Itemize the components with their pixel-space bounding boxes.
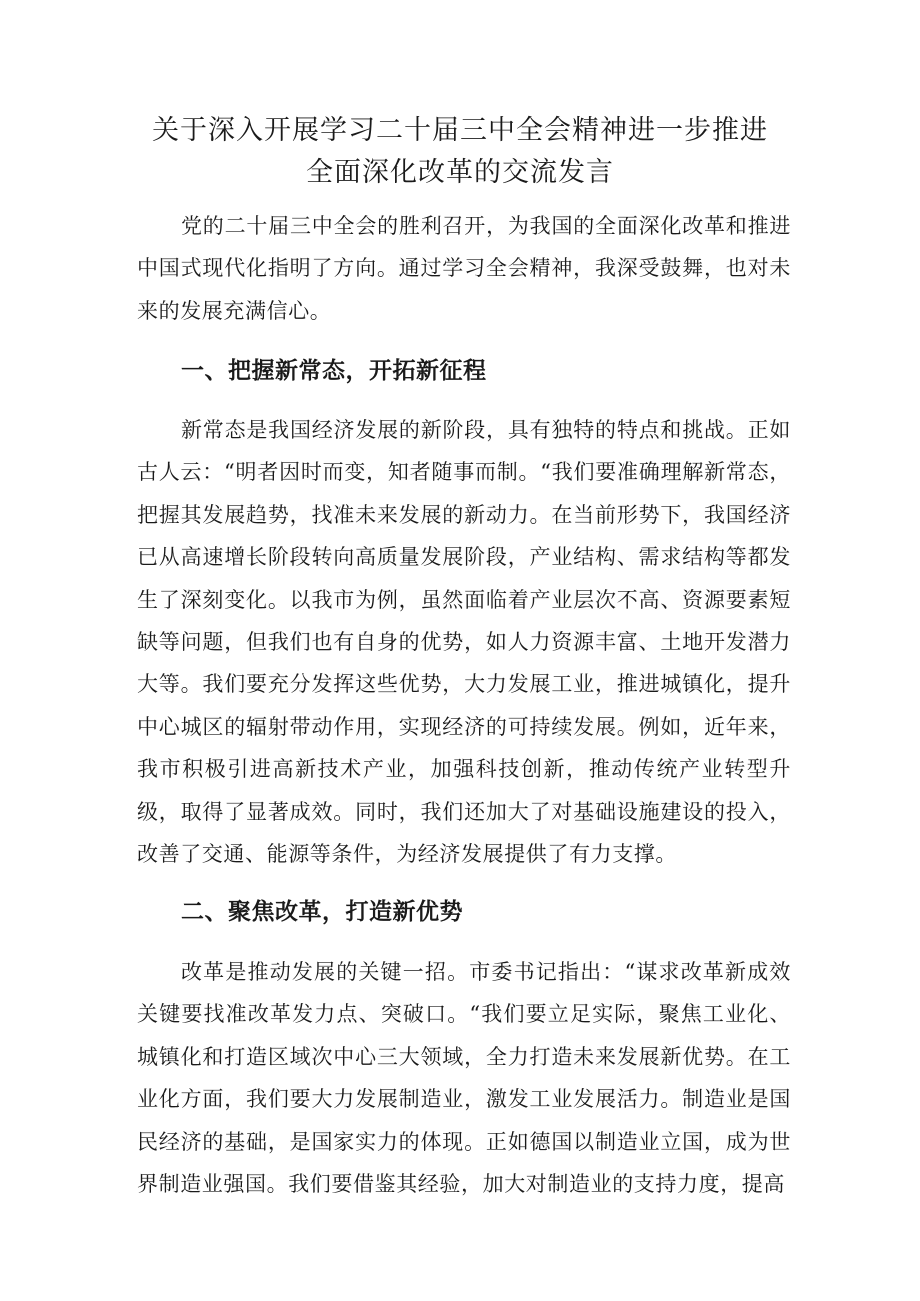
- section1-paragraph: 新常态是我国经济发展的新阶段，具有独特的特点和挑战。正如古人云：“明者因时而变，知者随事而制。“我们要准确理解新常态，把握其发展趋势，找准未来发展的新动力。在当前形势下，我国经济已从高速增长阶段转向高质量发展阶段，产业结构、需求结构等都发生了深刻变化。以我市为例，虽然面临着产业层次不高、资源要素短缺等问题，但我们也有自身的优势，如人力资源丰富、土地开发潜力大等。我们要充分发挥这些优势，大力发展工业，推进城镇化，提升中心城区的辐射带动作用，实现经济的可持续发展。例如，近年来，我市积极引进高新技术产业，加强科技创新，推动传统产业转型升级，取得了显著成效。同时，我们还加大了对基础设施建设的投入，改善了交通、能源等条件，为经济发展提供了有力支撑。: [137, 418, 791, 867]
- intro-paragraph: 党的二十届三中全会的胜利召开，为我国的全面深化改革和推进中国式现代化指明了方向。通过学习全会精神，我深受鼓舞，也对未来的发展充满信心。: [137, 214, 791, 323]
- document-title-line1: 关于深入开展学习二十届三中全会精神进一步推进: [152, 115, 768, 146]
- section2-paragraph: 改革是推动发展的关键一招。市委书记指出：“谋求改革新成效关键要找准改革发力点、突破口。“我们要立足实际，聚焦工业化、城镇化和打造区域次中心三大领域，全力打造未来发展新优势。在工业化方面，我们要大力发展制造业，激发工业发展活力。制造业是国民经济的基础，是国家实力的体现。正如德国以制造业立国，成为世界制造业强国。我们要借鉴其经验，加大对制造业的支持力度，提高: [137, 960, 791, 1197]
- document-title-line2: 全面深化改革的交流发言: [306, 157, 614, 188]
- section1-heading: 一、把握新常态，开拓新征程: [181, 358, 487, 384]
- section2-heading: 二、聚焦改革，打造新优势: [181, 899, 463, 925]
